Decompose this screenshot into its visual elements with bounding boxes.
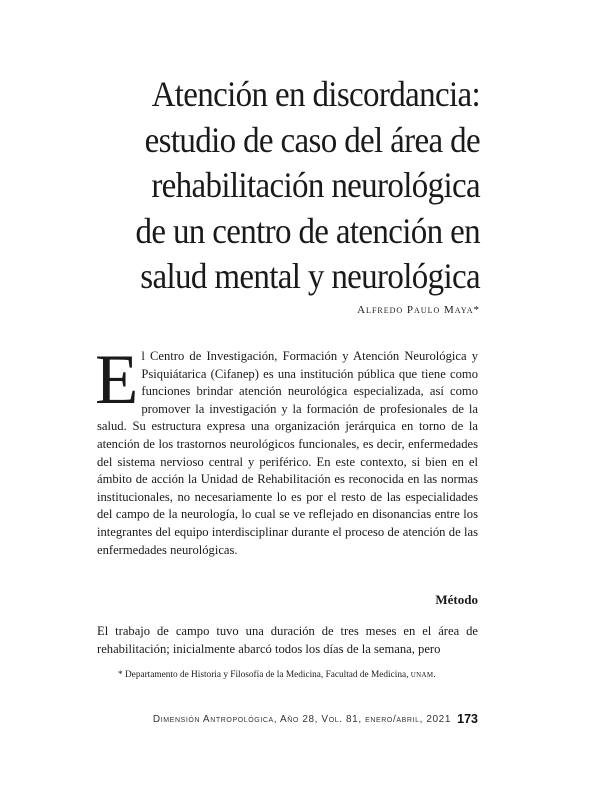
- running-head: Dimensión Antropológica, Año 28, Vol. 81, enero/abril, 2021: [152, 714, 451, 725]
- intro-paragraph: [95, 341, 478, 559]
- title-line: rehabilitación neurológica: [151, 165, 480, 205]
- title-line: salud mental y neurológica: [140, 256, 480, 296]
- footnote-institution: unam: [410, 670, 434, 680]
- running-footer: [153, 714, 451, 725]
- title-line: estudio de caso del área de: [144, 119, 480, 160]
- author-name: Alfredo Paulo Maya*: [357, 304, 480, 316]
- title-line: de un centro de atención en: [135, 210, 481, 251]
- footnote-end: .: [433, 670, 436, 680]
- page-number: 173: [457, 712, 478, 726]
- intro-text: l Centro de Investigación, Formación y Atención Neurológica y Psiquiátarica (Cifanep) es una institución pública que tiene como funciones brindar atención neurológica especializada, así como promover la investigación y la formación de profesionales de la salud. Su estructura expresa una organización jerárquica en torno de la atención de los trastornos neurológicos funcionales, es decir, enfermedades del sistema nervioso central y periférico. En este contexto, si bien en el ámbito de acción la Unidad de Rehabilitación es reconocida en las normas institucionales, no necesariamente lo es por el resto de las especialidades del campo de la neurología, lo cual se ve reflejado en disonancias entre los integrantes del equipo interdisciplinar durante el proceso de atención de las enfermedades neurológicas.: [97, 349, 478, 557]
- drop-cap: E: [95, 341, 139, 419]
- article-title: [89, 72, 480, 300]
- method-paragraph: El trabajo de campo tuvo una duración de tres meses en el área de rehabilitación; inicialmente abarcó todos los días de la semana, pero: [97, 624, 478, 656]
- footnote: [118, 670, 498, 680]
- footnote-text: * Departamento de Historia y Filosofía de la Medicina, Facultad de Medicina,: [118, 670, 411, 680]
- title-line: Atención en discordancia:: [151, 74, 480, 114]
- section-heading-method: Método: [435, 592, 478, 607]
